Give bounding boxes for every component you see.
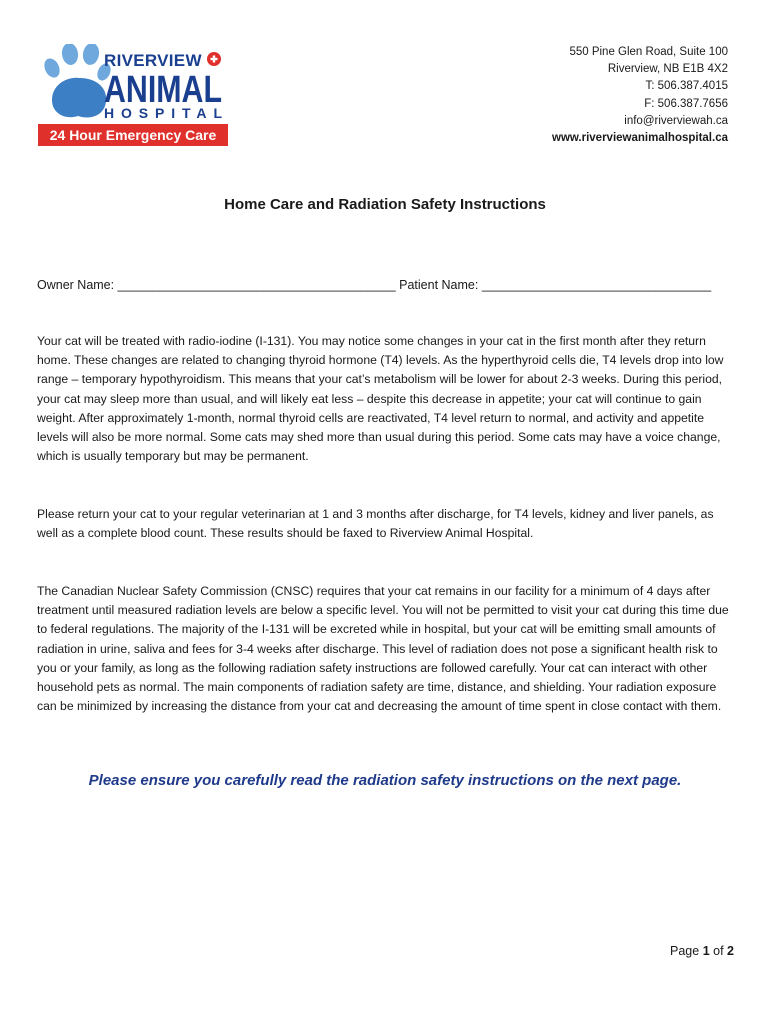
owner-name-field[interactable]: Owner Name: ________________________________________ (37, 278, 396, 292)
address-phone: T: 506.387.4015 (645, 80, 728, 93)
page-number (670, 944, 734, 958)
patient-name-field[interactable]: Patient Name: _________________________________ (399, 278, 712, 292)
logo-name-animal: ANIMAL (104, 69, 222, 111)
page-label: Page (670, 944, 700, 958)
paragraph-follow-up: Please return your cat to your regular veterinarian at 1 and 3 months after discharge, for T4 levels, kidney and liver panels, as well as a complete blood count. These results should be faxed to Riverview Animal Hospital. (37, 507, 714, 541)
name-fields-row (37, 278, 711, 292)
radiation-safety-notice: Please ensure you carefully read the radiation safety instructions on the next page. (88, 772, 682, 789)
medical-cross-icon (207, 52, 221, 66)
page-total: 2 (727, 944, 734, 958)
paragraph-treatment-effects: Your cat will be treated with radio-iodine (I-131). You may notice some changes in your cat in the first month after they return home. These changes are related to changing thyroid hormone (T4) levels. As the hyperthyroid cells die, T4 levels drop into low range – temporary hypothyroidism. This means that your cat’s metabolism will be lower for about 2-3 weeks. During this period, your cat may sleep more than usual, and will likely eat less – despite this decrease in appetite; your cat will continue to gain weight. After approximately 1-month, normal thyroid cells are reactivated, T4 level return to normal, and activity and appetite levels will also be more normal. Some cats may shed more than usual during this period. Some cats may have a voice change, which is usually temporary but may be permanent. (37, 334, 724, 464)
logo-name-riverview: RIVERVIEW (104, 51, 202, 70)
logo-tagline: 24 Hour Emergency Care (49, 127, 217, 143)
page-of: of (713, 944, 724, 958)
logo-name-hospital: HOSPITAL (104, 105, 222, 121)
paragraph-cnsc-requirements: The Canadian Nuclear Safety Commission (CNSC) requires that your cat remains in our facility for a minimum of 4 days after treatment until measured radiation levels are below a specific level. You will not be permitted to visit your cat during this time due to federal regulations. The majority of the I-131 will be excreted while in hospital, but your cat will be emitting small amounts of radiation in urine, saliva and fees for 3-4 weeks after discharge. This level of radiation does not pose a significant health risk to you or your family, as long as the following radiation safety instructions are followed carefully. Your cat can interact with other household pets as normal. The main components of radiation safety are time, distance, and shielding. Your radiation exposure can be minimized by increasing the distance from your cat and decreasing the amount of time spent in close contact with them. (37, 584, 729, 714)
address-fax: F: 506.387.7656 (644, 97, 728, 110)
address-email[interactable]: info@riverviewah.ca (624, 114, 728, 127)
address-city: Riverview, NB E1B 4X2 (607, 63, 728, 76)
paw-print-icon (41, 44, 113, 117)
hospital-logo (38, 44, 230, 148)
address-street: 550 Pine Glen Road, Suite 100 (569, 46, 728, 58)
contact-address-block (552, 44, 728, 147)
page-current: 1 (702, 944, 710, 958)
document-title: Home Care and Radiation Safety Instructions (224, 196, 546, 213)
address-website[interactable]: www.riverviewanimalhospital.ca (552, 132, 728, 145)
